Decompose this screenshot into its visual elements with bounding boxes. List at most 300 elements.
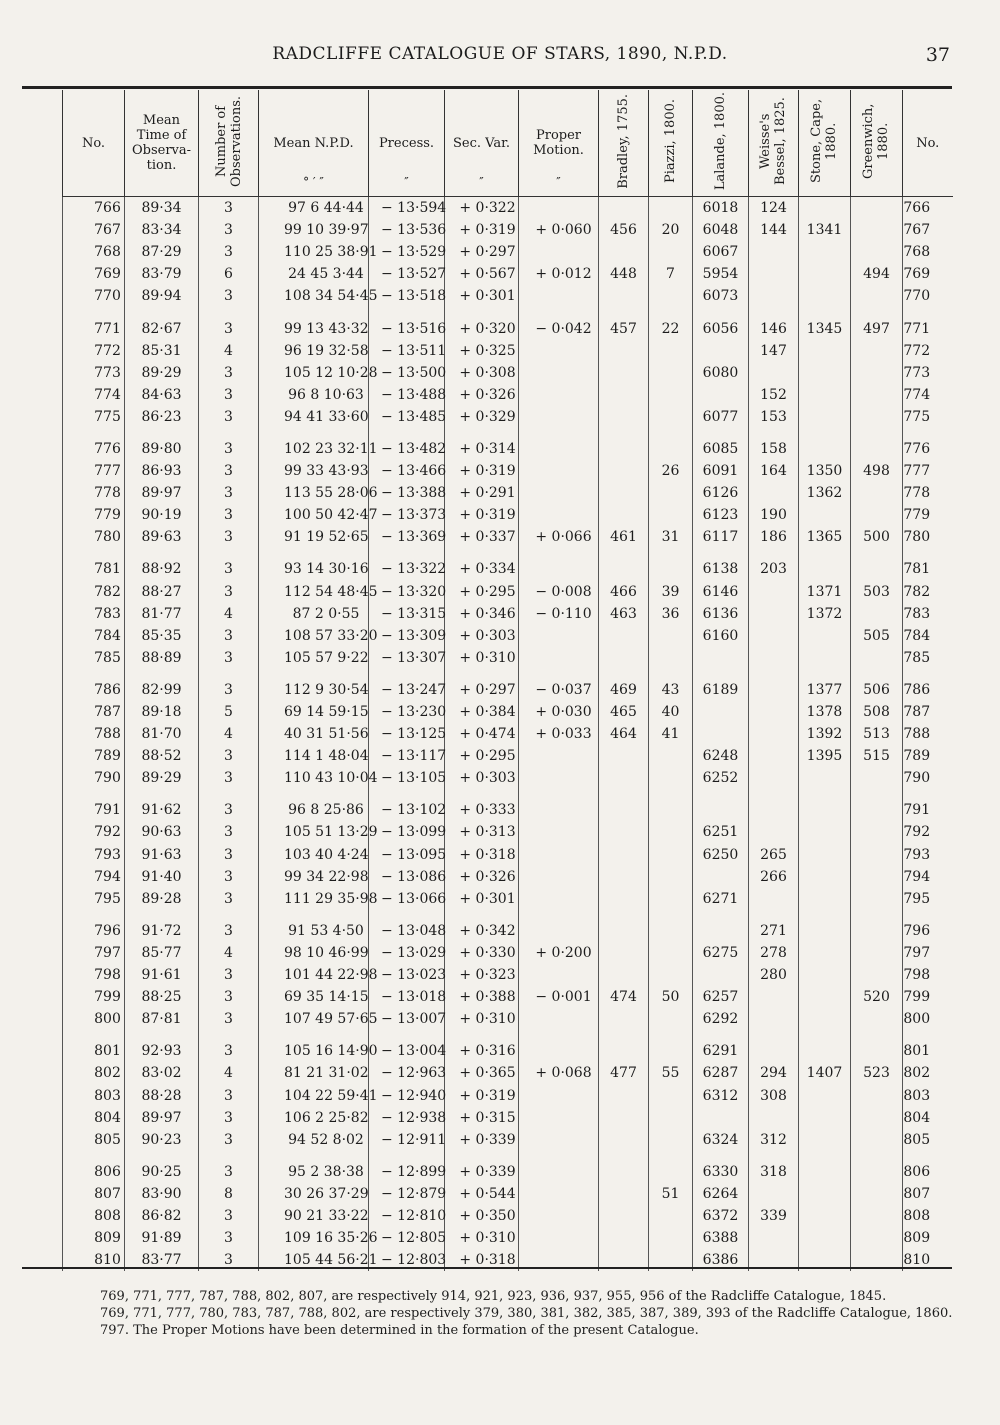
secular-variation: + 0·297 bbox=[445, 679, 519, 701]
spacer-cell bbox=[125, 428, 199, 438]
table-row bbox=[63, 1107, 953, 1129]
star-number: 810 bbox=[63, 1249, 125, 1271]
observation-count: 3 bbox=[199, 317, 259, 339]
secular-variation: + 0·342 bbox=[445, 920, 519, 942]
star-number-right: 766 bbox=[903, 197, 953, 220]
page-number: 37 bbox=[925, 44, 950, 66]
mean-time: 83·02 bbox=[125, 1062, 199, 1084]
precession: − 13·004 bbox=[369, 1040, 445, 1062]
table-row bbox=[63, 581, 953, 603]
table-row bbox=[63, 625, 953, 647]
mean-time: 88·25 bbox=[125, 986, 199, 1008]
star-number: 800 bbox=[63, 1008, 125, 1030]
greenwich-ref bbox=[851, 942, 903, 964]
precession: − 12·911 bbox=[369, 1129, 445, 1151]
observation-count: 3 bbox=[199, 888, 259, 910]
stone-ref bbox=[799, 406, 851, 428]
lalande-ref: 6251 bbox=[693, 821, 749, 843]
lalande-ref: 6386 bbox=[693, 1249, 749, 1271]
weisse-ref: 318 bbox=[749, 1161, 799, 1183]
observation-count: 3 bbox=[199, 406, 259, 428]
weisse-ref: 153 bbox=[749, 406, 799, 428]
table-row bbox=[63, 384, 953, 406]
spacer-cell bbox=[903, 1030, 953, 1040]
mean-time: 89·94 bbox=[125, 285, 199, 307]
spacer-cell bbox=[749, 669, 799, 679]
greenwich-ref: 494 bbox=[851, 263, 903, 285]
proper-motion: + 0·200 bbox=[519, 942, 599, 964]
weisse-ref bbox=[749, 625, 799, 647]
mean-time: 91·63 bbox=[125, 844, 199, 866]
lalande-ref: 6257 bbox=[693, 986, 749, 1008]
bradley-ref: 457 bbox=[599, 317, 649, 339]
mean-npd: 106 2 25·82 bbox=[259, 1107, 369, 1129]
lalande-ref: 6372 bbox=[693, 1205, 749, 1227]
star-number-right: 780 bbox=[903, 526, 953, 548]
footnote: 769, 771, 777, 780, 783, 787, 788, 802, are respectively 379, 380, 381, 382, 385, 387, 389, 393 of the Radcliffe Catalogue, 1860. bbox=[100, 1306, 953, 1321]
spacer-cell bbox=[445, 1030, 519, 1040]
table-row bbox=[63, 844, 953, 866]
proper-motion bbox=[519, 460, 599, 482]
table-row bbox=[63, 1040, 953, 1062]
proper-motion bbox=[519, 844, 599, 866]
spacer-cell bbox=[369, 428, 445, 438]
weisse-ref: 186 bbox=[749, 526, 799, 548]
stone-ref: 1372 bbox=[799, 603, 851, 625]
proper-motion bbox=[519, 745, 599, 767]
spacer-cell bbox=[199, 548, 259, 558]
bradley-ref: 448 bbox=[599, 263, 649, 285]
precession: − 13·516 bbox=[369, 317, 445, 339]
star-number-right: 799 bbox=[903, 986, 953, 1008]
star-number-right: 786 bbox=[903, 679, 953, 701]
precession: − 12·810 bbox=[369, 1205, 445, 1227]
spacer-cell bbox=[445, 307, 519, 317]
piazzi-ref bbox=[649, 1084, 693, 1106]
mean-time: 84·63 bbox=[125, 384, 199, 406]
spacer-cell bbox=[649, 307, 693, 317]
star-number: 801 bbox=[63, 1040, 125, 1062]
observation-count: 3 bbox=[199, 581, 259, 603]
group-spacer bbox=[63, 669, 953, 679]
proper-motion: − 0·042 bbox=[519, 317, 599, 339]
precession: − 13·536 bbox=[369, 219, 445, 241]
mean-npd: 91 53 4·50 bbox=[259, 920, 369, 942]
precession: − 13·125 bbox=[369, 723, 445, 745]
lalande-ref: 6056 bbox=[693, 317, 749, 339]
table-row bbox=[63, 723, 953, 745]
lalande-ref: 6073 bbox=[693, 285, 749, 307]
mean-time: 89·18 bbox=[125, 701, 199, 723]
bradley-ref bbox=[599, 625, 649, 647]
observation-count: 3 bbox=[199, 362, 259, 384]
mean-time: 88·89 bbox=[125, 647, 199, 669]
lalande-ref: 6117 bbox=[693, 526, 749, 548]
spacer-cell bbox=[799, 548, 851, 558]
proper-motion: + 0·033 bbox=[519, 723, 599, 745]
star-number-right: 779 bbox=[903, 504, 953, 526]
weisse-ref bbox=[749, 603, 799, 625]
observation-count: 3 bbox=[199, 1249, 259, 1271]
weisse-ref: 146 bbox=[749, 317, 799, 339]
observation-count: 3 bbox=[199, 1129, 259, 1151]
weisse-ref: 265 bbox=[749, 844, 799, 866]
greenwich-ref bbox=[851, 1084, 903, 1106]
stone-ref: 1377 bbox=[799, 679, 851, 701]
stone-ref bbox=[799, 1129, 851, 1151]
spacer-cell bbox=[693, 307, 749, 317]
table-row bbox=[63, 1062, 953, 1084]
proper-motion bbox=[519, 767, 599, 789]
bradley-ref bbox=[599, 821, 649, 843]
precession: − 13·307 bbox=[369, 647, 445, 669]
stone-ref bbox=[799, 866, 851, 888]
star-number: 809 bbox=[63, 1227, 125, 1249]
table-row bbox=[63, 1161, 953, 1183]
table-row bbox=[63, 964, 953, 986]
spacer-cell bbox=[799, 307, 851, 317]
table-row bbox=[63, 438, 953, 460]
stone-ref: 1395 bbox=[799, 745, 851, 767]
observation-count: 3 bbox=[199, 1227, 259, 1249]
weisse-ref: 312 bbox=[749, 1129, 799, 1151]
precession: − 13·500 bbox=[369, 362, 445, 384]
mean-npd: 91 19 52·65 bbox=[259, 526, 369, 548]
stone-ref: 1362 bbox=[799, 482, 851, 504]
col-num-obs bbox=[199, 90, 259, 197]
footnote: 769, 771, 777, 787, 788, 802, 807, are respectively 914, 921, 923, 936, 937, 955, 956 of the Radcliffe Catalogue, 1845. bbox=[100, 1289, 887, 1304]
observation-count: 3 bbox=[199, 197, 259, 220]
table-row bbox=[63, 1084, 953, 1106]
bradley-ref bbox=[599, 1008, 649, 1030]
star-number-right: 774 bbox=[903, 384, 953, 406]
table-row bbox=[63, 767, 953, 789]
precession: − 12·940 bbox=[369, 1084, 445, 1106]
spacer-cell bbox=[799, 789, 851, 799]
observation-count: 6 bbox=[199, 263, 259, 285]
table-row bbox=[63, 263, 953, 285]
spacer-cell bbox=[63, 1030, 125, 1040]
spacer-cell bbox=[445, 428, 519, 438]
weisse-ref: 278 bbox=[749, 942, 799, 964]
table-row bbox=[63, 285, 953, 307]
header-row bbox=[63, 90, 953, 197]
lalande-ref: 6252 bbox=[693, 767, 749, 789]
spacer-cell bbox=[649, 548, 693, 558]
greenwich-ref bbox=[851, 504, 903, 526]
spacer-cell bbox=[599, 1030, 649, 1040]
mean-time: 83·90 bbox=[125, 1183, 199, 1205]
precession: − 13·322 bbox=[369, 558, 445, 580]
table-row bbox=[63, 701, 953, 723]
spacer-cell bbox=[851, 1030, 903, 1040]
spacer-cell bbox=[599, 548, 649, 558]
greenwich-ref bbox=[851, 340, 903, 362]
spacer-cell bbox=[63, 910, 125, 920]
stone-ref bbox=[799, 1107, 851, 1129]
proper-motion bbox=[519, 625, 599, 647]
weisse-ref bbox=[749, 723, 799, 745]
spacer-cell bbox=[125, 548, 199, 558]
spacer-cell bbox=[799, 428, 851, 438]
spacer-cell bbox=[445, 789, 519, 799]
col-mean-time-label: Mean Time of Observa- tion. bbox=[131, 113, 192, 173]
lalande-ref bbox=[693, 384, 749, 406]
weisse-ref bbox=[749, 362, 799, 384]
precession: − 13·095 bbox=[369, 844, 445, 866]
star-number-right: 796 bbox=[903, 920, 953, 942]
table-row bbox=[63, 679, 953, 701]
piazzi-ref bbox=[649, 799, 693, 821]
precession: − 13·029 bbox=[369, 942, 445, 964]
lalande-ref: 6138 bbox=[693, 558, 749, 580]
piazzi-ref bbox=[649, 888, 693, 910]
bottom-rule bbox=[22, 1267, 952, 1269]
mean-time: 92·93 bbox=[125, 1040, 199, 1062]
col-npd-label: Mean N.P.D. bbox=[273, 135, 354, 151]
secular-variation: + 0·301 bbox=[445, 888, 519, 910]
piazzi-ref bbox=[649, 821, 693, 843]
lalande-ref: 6123 bbox=[693, 504, 749, 526]
mean-time: 87·29 bbox=[125, 241, 199, 263]
spacer-cell bbox=[693, 910, 749, 920]
observation-count: 4 bbox=[199, 340, 259, 362]
bradley-ref bbox=[599, 942, 649, 964]
star-number: 783 bbox=[63, 603, 125, 625]
proper-motion bbox=[519, 558, 599, 580]
proper-motion bbox=[519, 1183, 599, 1205]
bradley-ref bbox=[599, 1084, 649, 1106]
piazzi-ref bbox=[649, 866, 693, 888]
spacer-cell bbox=[519, 789, 599, 799]
spacer-cell bbox=[199, 428, 259, 438]
stone-ref bbox=[799, 986, 851, 1008]
mean-npd: 101 44 22·98 bbox=[259, 964, 369, 986]
table-row bbox=[63, 799, 953, 821]
stone-ref: 1378 bbox=[799, 701, 851, 723]
star-number-right: 778 bbox=[903, 482, 953, 504]
weisse-ref bbox=[749, 241, 799, 263]
bradley-ref bbox=[599, 844, 649, 866]
mean-time: 89·28 bbox=[125, 888, 199, 910]
lalande-ref: 6160 bbox=[693, 625, 749, 647]
spacer-cell bbox=[903, 910, 953, 920]
secular-variation: + 0·297 bbox=[445, 241, 519, 263]
star-number-right: 801 bbox=[903, 1040, 953, 1062]
stone-ref bbox=[799, 241, 851, 263]
bradley-ref bbox=[599, 1161, 649, 1183]
greenwich-ref bbox=[851, 844, 903, 866]
star-number-right: 797 bbox=[903, 942, 953, 964]
observation-count: 3 bbox=[199, 1084, 259, 1106]
lalande-ref: 6250 bbox=[693, 844, 749, 866]
greenwich-ref: 515 bbox=[851, 745, 903, 767]
secular-variation: + 0·316 bbox=[445, 1040, 519, 1062]
mean-npd: 97 6 44·44 bbox=[259, 197, 369, 220]
bradley-ref bbox=[599, 888, 649, 910]
table-row bbox=[63, 317, 953, 339]
secular-variation: + 0·319 bbox=[445, 460, 519, 482]
secular-variation: + 0·308 bbox=[445, 362, 519, 384]
mean-npd: 99 33 43·93 bbox=[259, 460, 369, 482]
precession: − 13·527 bbox=[369, 263, 445, 285]
lalande-ref: 6077 bbox=[693, 406, 749, 428]
mean-npd: 110 25 38·91 bbox=[259, 241, 369, 263]
star-number: 795 bbox=[63, 888, 125, 910]
observation-count: 3 bbox=[199, 460, 259, 482]
table-row bbox=[63, 1183, 953, 1205]
spacer-cell bbox=[199, 1030, 259, 1040]
spacer-cell bbox=[369, 307, 445, 317]
spacer-cell bbox=[693, 428, 749, 438]
mean-npd: 108 57 33·20 bbox=[259, 625, 369, 647]
mean-time: 91·61 bbox=[125, 964, 199, 986]
greenwich-ref bbox=[851, 285, 903, 307]
piazzi-ref bbox=[649, 1008, 693, 1030]
star-number-right: 777 bbox=[903, 460, 953, 482]
star-number-right: 773 bbox=[903, 362, 953, 384]
spacer-cell bbox=[199, 1151, 259, 1161]
bradley-ref bbox=[599, 920, 649, 942]
secular-variation: + 0·339 bbox=[445, 1161, 519, 1183]
piazzi-ref: 51 bbox=[649, 1183, 693, 1205]
piazzi-ref: 22 bbox=[649, 317, 693, 339]
star-number-right: 802 bbox=[903, 1062, 953, 1084]
spacer-cell bbox=[649, 428, 693, 438]
star-number-right: 809 bbox=[903, 1227, 953, 1249]
bradley-ref bbox=[599, 340, 649, 362]
precession: − 13·086 bbox=[369, 866, 445, 888]
observation-count: 3 bbox=[199, 625, 259, 647]
mean-time: 91·40 bbox=[125, 866, 199, 888]
table-row bbox=[63, 1008, 953, 1030]
observation-count: 3 bbox=[199, 679, 259, 701]
mean-npd: 102 23 32·11 bbox=[259, 438, 369, 460]
weisse-ref: 158 bbox=[749, 438, 799, 460]
star-number: 775 bbox=[63, 406, 125, 428]
proper-motion: − 0·037 bbox=[519, 679, 599, 701]
stone-ref bbox=[799, 964, 851, 986]
group-spacer bbox=[63, 548, 953, 558]
star-number: 786 bbox=[63, 679, 125, 701]
weisse-ref bbox=[749, 285, 799, 307]
bradley-ref bbox=[599, 438, 649, 460]
piazzi-ref bbox=[649, 942, 693, 964]
lalande-ref bbox=[693, 1107, 749, 1129]
mean-npd: 110 43 10·04 bbox=[259, 767, 369, 789]
spacer-cell bbox=[199, 307, 259, 317]
lalande-ref bbox=[693, 701, 749, 723]
star-number: 790 bbox=[63, 767, 125, 789]
spacer-cell bbox=[599, 1151, 649, 1161]
stone-ref bbox=[799, 942, 851, 964]
table-row bbox=[63, 504, 953, 526]
lalande-ref: 6136 bbox=[693, 603, 749, 625]
star-number: 788 bbox=[63, 723, 125, 745]
observation-count: 4 bbox=[199, 603, 259, 625]
weisse-ref: 280 bbox=[749, 964, 799, 986]
star-number: 797 bbox=[63, 942, 125, 964]
proper-motion: + 0·030 bbox=[519, 701, 599, 723]
mean-npd: 87 2 0·55 bbox=[259, 603, 369, 625]
spacer-cell bbox=[851, 669, 903, 679]
observation-count: 3 bbox=[199, 821, 259, 843]
bradley-ref bbox=[599, 1227, 649, 1249]
star-number: 792 bbox=[63, 821, 125, 843]
star-number-right: 800 bbox=[903, 1008, 953, 1030]
mean-npd: 99 13 43·32 bbox=[259, 317, 369, 339]
proper-motion: + 0·060 bbox=[519, 219, 599, 241]
col-precess-unit: ″ bbox=[404, 175, 409, 189]
star-number-right: 798 bbox=[903, 964, 953, 986]
stone-ref bbox=[799, 285, 851, 307]
spacer-cell bbox=[259, 1151, 369, 1161]
observation-count: 3 bbox=[199, 219, 259, 241]
bradley-ref bbox=[599, 745, 649, 767]
mean-npd: 105 57 9·22 bbox=[259, 647, 369, 669]
precession: − 13·388 bbox=[369, 482, 445, 504]
piazzi-ref bbox=[649, 504, 693, 526]
spacer-cell bbox=[693, 548, 749, 558]
piazzi-ref bbox=[649, 1227, 693, 1249]
observation-count: 3 bbox=[199, 504, 259, 526]
mean-time: 85·77 bbox=[125, 942, 199, 964]
lalande-ref: 6248 bbox=[693, 745, 749, 767]
greenwich-ref bbox=[851, 799, 903, 821]
lalande-ref: 6291 bbox=[693, 1040, 749, 1062]
mean-time: 89·80 bbox=[125, 438, 199, 460]
table-row bbox=[63, 219, 953, 241]
bradley-ref bbox=[599, 1129, 649, 1151]
spacer-cell bbox=[199, 669, 259, 679]
piazzi-ref: 55 bbox=[649, 1062, 693, 1084]
star-number-right: 767 bbox=[903, 219, 953, 241]
bradley-ref bbox=[599, 1205, 649, 1227]
spacer-cell bbox=[599, 910, 649, 920]
precession: − 13·529 bbox=[369, 241, 445, 263]
proper-motion bbox=[519, 384, 599, 406]
greenwich-ref bbox=[851, 1161, 903, 1183]
secular-variation: + 0·303 bbox=[445, 625, 519, 647]
mean-time: 87·81 bbox=[125, 1008, 199, 1030]
star-number: 808 bbox=[63, 1205, 125, 1227]
weisse-ref bbox=[749, 647, 799, 669]
weisse-ref: 266 bbox=[749, 866, 799, 888]
col-lalande bbox=[693, 90, 749, 197]
lalande-ref: 6080 bbox=[693, 362, 749, 384]
observation-count: 3 bbox=[199, 986, 259, 1008]
observation-count: 3 bbox=[199, 526, 259, 548]
bradley-ref: 464 bbox=[599, 723, 649, 745]
piazzi-ref: 43 bbox=[649, 679, 693, 701]
observation-count: 3 bbox=[199, 799, 259, 821]
spacer-cell bbox=[259, 307, 369, 317]
spacer-cell bbox=[259, 428, 369, 438]
mean-npd: 90 21 33·22 bbox=[259, 1205, 369, 1227]
secular-variation: + 0·384 bbox=[445, 701, 519, 723]
mean-time: 85·35 bbox=[125, 625, 199, 647]
table-row bbox=[63, 241, 953, 263]
piazzi-ref bbox=[649, 384, 693, 406]
proper-motion bbox=[519, 285, 599, 307]
proper-motion bbox=[519, 241, 599, 263]
proper-motion bbox=[519, 866, 599, 888]
piazzi-ref bbox=[649, 920, 693, 942]
star-number: 796 bbox=[63, 920, 125, 942]
star-number: 802 bbox=[63, 1062, 125, 1084]
piazzi-ref bbox=[649, 625, 693, 647]
footnote: 797. The Proper Motions have been determined in the formation of the present Catalogue. bbox=[100, 1323, 699, 1338]
